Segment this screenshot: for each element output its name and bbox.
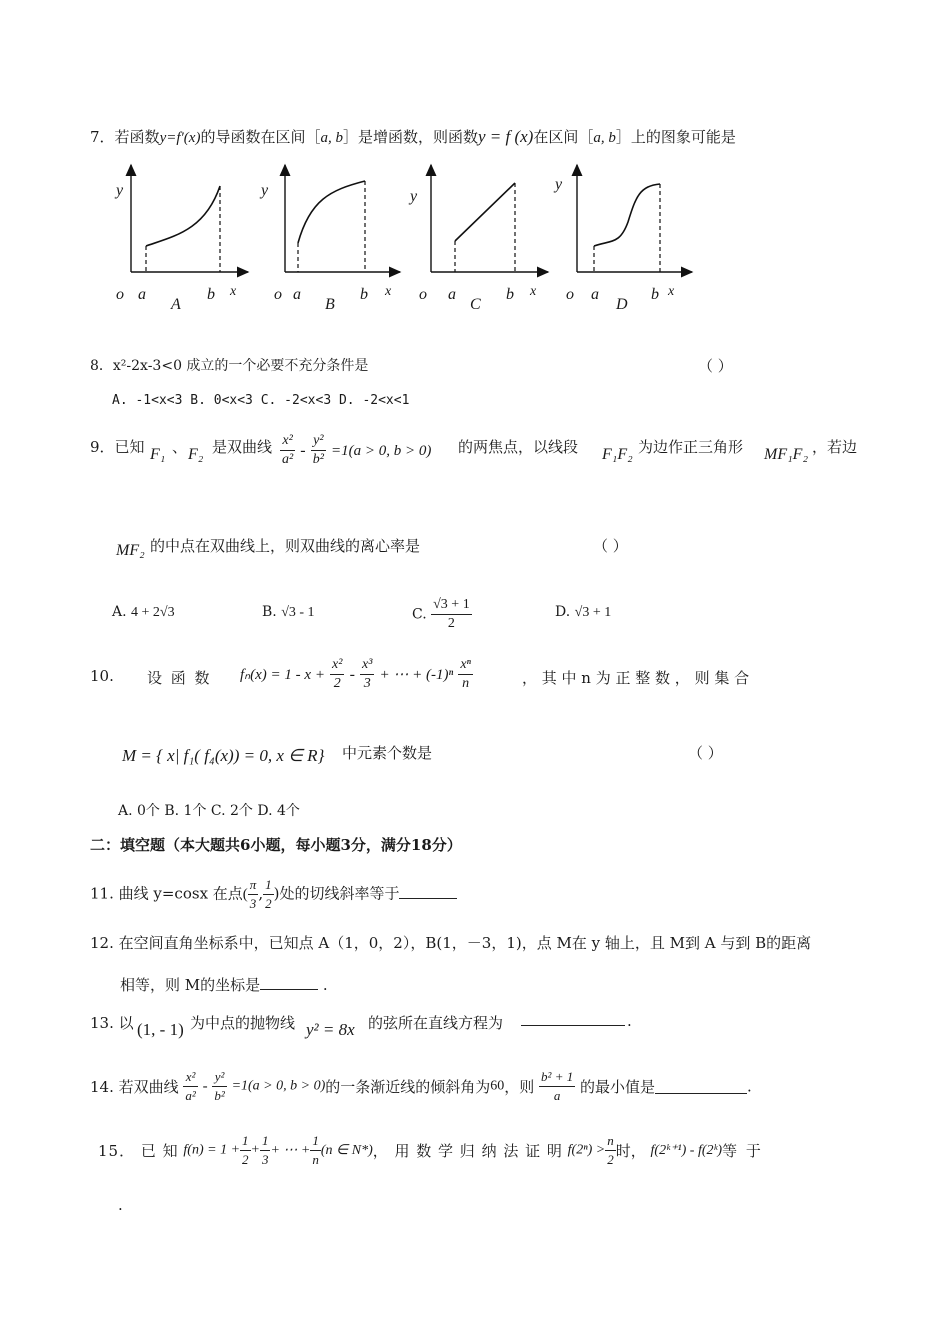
graph-b-b-label: b (360, 286, 368, 303)
q12-line1: 12. 在空间直角坐标系中，已知点 A（1，0，2），B(1，－3，1)，点 M在 y 轴上，且 M到 A 与到 B的距离 (90, 934, 812, 952)
q9-option-b: B. √3 - 1 (262, 604, 315, 620)
q9-hyperbola-eq: $\frac{\text{x²}}{\text{a²}}$ - $\frac{\text{y²}}{\text{b²}}$ =1(a > 0, b > 0) (282, 433, 432, 467)
q9-sep: 、 (172, 438, 188, 456)
q8-options: A. -1<x<3 B. 0<x<3 C. -2<x<3 D. -2<x<1 (112, 393, 410, 408)
graph-d (577, 165, 692, 272)
q9-option-d: D. √3 + 1 (555, 604, 612, 620)
graph-d-a-label: a (591, 286, 599, 303)
q9-text-c: 为边作正三角形 (638, 438, 744, 456)
graph-c-x-label: x (530, 284, 537, 299)
q13-text-c: 的弦所在直线方程为 (368, 1014, 504, 1032)
q9-text-b: 的两焦点，以线段 (458, 438, 579, 456)
q8-answer-paren: （ ） (698, 357, 733, 375)
q13-text-b: 为中点的抛物线 (190, 1014, 296, 1032)
q10-text-a: 设 函 数 (147, 669, 212, 687)
graph-d-o-label: o (566, 286, 574, 303)
q9-text-d: ，若边 (812, 438, 858, 456)
q10-set: M = { x| f₁( f₄(x)) = 0, x ∈ R} (122, 746, 325, 765)
q10-text-c: 中元素个数是 (342, 744, 433, 762)
q14-stem: 14. 若双曲线 $\frac{\text{x²}}{\text{a²}}$ - $\frac{\text{y²}}{\text{b²}}$ =1(a > 0, b > 0)的一条渐近线的倾斜角为60，则 $\frac{\text{b² + 1}}{a}$ 的最小值是 . (90, 1069, 752, 1103)
graph-a-o-label: o (116, 286, 124, 303)
graph-d-x-label: x (668, 284, 675, 299)
q9-f2: F₂ (188, 446, 204, 463)
q15-stem: 15． 已 知 f(n) = 1 + $\frac{1}{2}$ + $\frac{1}{3}$ + ⋯ + $\frac{1}{n}$ (n ∈ N*)， 用 数 学 归 纳 法 证 明 f(2ⁿ) > $\frac{n}{2}$ 时， f(2ᵏ⁺¹) - f(2ᵏ)等 于 (98, 1133, 763, 1167)
q9-text-a: 是双曲线 (212, 438, 273, 456)
q9-option-a: A. 4 + 2√3 (112, 604, 175, 620)
graph-b-a-label: a (293, 286, 301, 303)
section2-heading: 二：填空题（本大题共6小题，每小题3分，满分18分） (90, 836, 462, 854)
q9-text-e: 的中点在双曲线上，则双曲线的离心率是 (150, 537, 421, 555)
graph-b (285, 165, 400, 272)
graph-c-caption: C (470, 296, 481, 313)
q10-answer-paren: （ ） (688, 744, 723, 762)
q10-text-b: ， 其 中 n 为 正 整 数 ， 则 集 合 (522, 669, 750, 687)
q9-f1f2: F₁F₂ (602, 446, 633, 463)
graph-c-b-label: b (506, 286, 514, 303)
graph-a-a-label: a (138, 286, 146, 303)
graph-d-caption: D (616, 296, 628, 313)
q9-option-c: C. $\frac{√3 + 1}{2}$ (412, 597, 470, 631)
q7-graphs (0, 0, 950, 330)
q10-options: A. 0个 B. 1个 C. 2个 D. 4个 (118, 803, 300, 819)
q10-function: fₙ(x) = 1 - x + $\frac{\text{x²}}{2}$ - $\frac{\text{x³}}{3}$ + ⋯ + (-1)ⁿ $\frac{\text{xⁿ}}{n}$ (240, 657, 471, 691)
q9-mf1f2: MF₁F₂ (764, 446, 808, 463)
q13-point: (1, - 1) (137, 1020, 184, 1039)
q8-stem: 8．x²-2x-3<0 成立的一个必要不充分条件是 (90, 358, 369, 374)
graph-b-y-label: y (261, 182, 269, 199)
graph-b-x-label: x (385, 284, 392, 299)
graph-c-y-label: y (410, 188, 418, 205)
graph-c (431, 165, 548, 272)
q13-answer-blank[interactable] (521, 1012, 625, 1026)
q7-stem: 7．若函数y=f′(x)的导函数在区间［a, b］是增函数，则函数y = f (x)在区间［a, b］上的图象可能是 (90, 127, 736, 146)
q11-stem: 11. 曲线 y=cosx 在点( $\frac{\pi}{3}$ , $\frac{1}{2}$ )处的切线斜率等于 (90, 876, 457, 913)
q9-answer-paren: （ ） (593, 537, 628, 555)
q15-tail: . (118, 1196, 123, 1214)
graph-a-x-label: x (230, 284, 237, 299)
graph-b-caption: B (325, 296, 335, 313)
q12-line2: 相等，则 M的坐标是 . (120, 976, 328, 994)
q9-f1: F₁ (150, 446, 166, 463)
q9-stem-line1: 9．已知 (90, 438, 145, 456)
graph-d-b-label: b (651, 286, 659, 303)
q13-tail: . (627, 1012, 632, 1030)
q14-answer-blank[interactable] (655, 1079, 747, 1094)
graph-c-o-label: o (419, 286, 427, 303)
graph-a (131, 165, 248, 272)
q13-stem: 13. 以 (90, 1014, 134, 1032)
graph-a-y-label: y (116, 182, 124, 199)
graph-c-a-label: a (448, 286, 456, 303)
q9-mf2: MF₂ (116, 542, 145, 559)
graph-d-y-label: y (555, 176, 563, 193)
graph-a-caption: A (171, 296, 181, 313)
q10-num: 10. (90, 667, 114, 685)
q11-answer-blank[interactable] (399, 884, 457, 899)
graph-b-o-label: o (274, 286, 282, 303)
q12-answer-blank[interactable] (260, 975, 318, 990)
graph-a-b-label: b (207, 286, 215, 303)
q13-parabola: y² = 8x (306, 1020, 355, 1039)
